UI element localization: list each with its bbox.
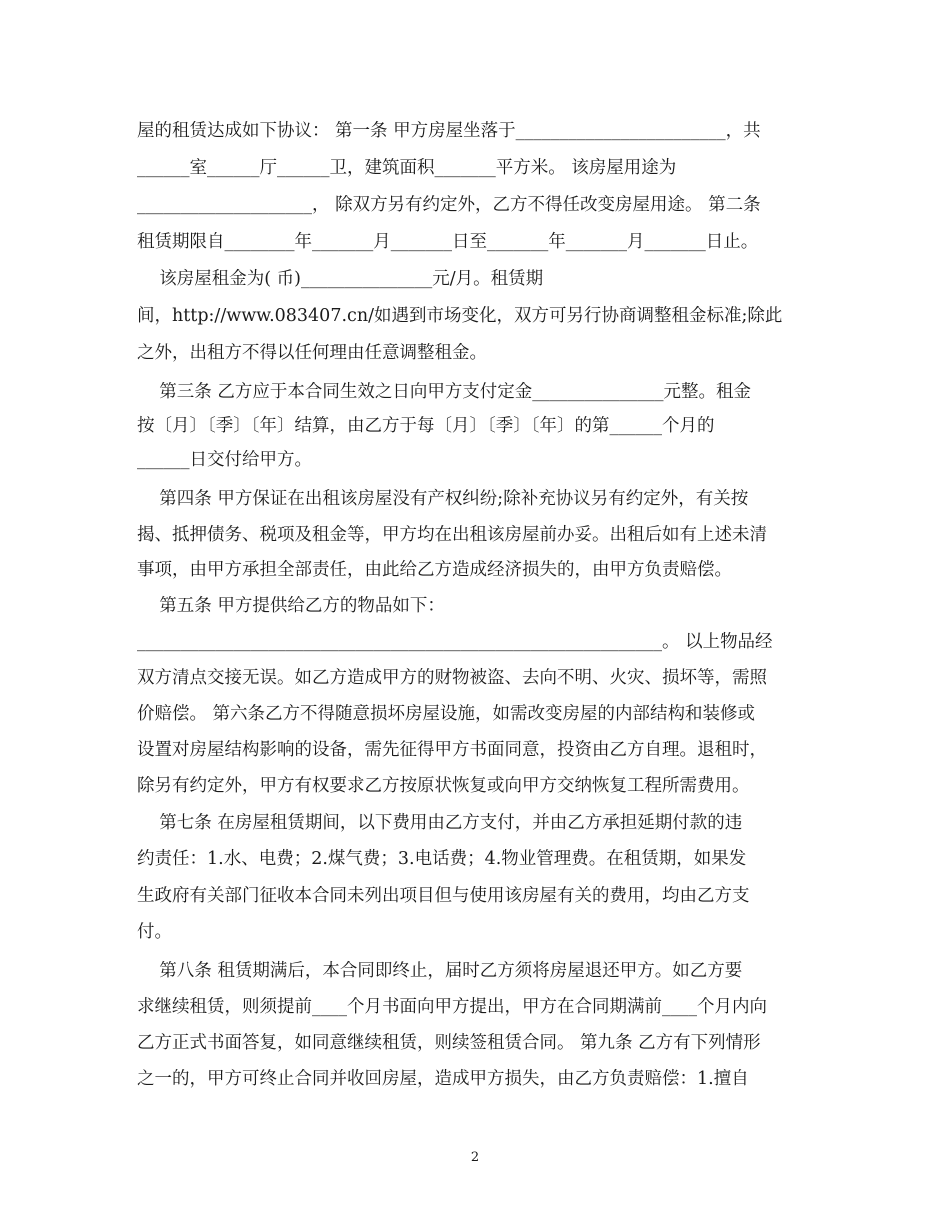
text-line: ____________________， 除双方另有约定外，乙方不得任改变房屋用途。 第二条 [137,195,761,215]
text-line: 之外，出租方不得以任何理由任意调整租金。 [137,343,487,363]
text-line: 租赁期限自________年_______月_______日至_______年_______月_______日止。 [137,232,759,252]
text-line: ______室______厅______卫，建筑面积_______平方米。 该房屋用途为 [137,158,677,178]
text-line: 按〔月〕〔季〕〔年〕结算，由乙方于每〔月〕〔季〕〔年〕的第______个月的 [137,416,715,436]
text-line: 生政府有关部门征收本合同未列出项目但与使用该房屋有关的费用，均由乙方支 [137,886,750,906]
text-line: 乙方正式书面答复，如同意继续租赁，则续签租赁合同。 第九条 乙方有下列情形 [137,1033,761,1053]
text-line: 价赔偿。 第六条乙方不得随意损坏房屋设施，如需改变房屋的内部结构和装修或 [137,704,756,724]
text-line: 付。 [137,922,172,942]
text-line: 设置对房屋结构影响的设备，需先征得甲方书面同意，投资由乙方自理。退租时， [137,740,767,760]
text-line: 揭、抵押债务、税项及租金等，甲方均在出租该房屋前办妥。出租后如有上述未清 [137,525,767,545]
page-number: 2 [470,1150,480,1165]
text-line: ______日交付给甲方。 [137,450,312,470]
text-line: 第八条 租赁期满后，本合同即终止，届时乙方须将房屋退还甲方。如乙方要 [137,961,743,981]
text-line: 间，http://www.083407.cn/如遇到市场变化，双方可另行协商调整租金标准;除此 [137,306,783,326]
text-line: ____________________________________________________________。 以上物品经 [137,632,773,652]
text-line: 第五条 甲方提供给乙方的物品如下： [137,596,445,616]
text-line: 屋的租赁达成如下协议： 第一条 甲方房屋坐落于________________________，共 [137,121,761,141]
text-line: 约责任：1.水、电费；2.煤气费；3.电话费；4.物业管理费。在租赁期，如果发 [137,849,747,869]
text-line: 该房屋租金为( 币)_______________元/月。租赁期 [137,269,544,289]
text-line: 第三条 乙方应于本合同生效之日向甲方支付定金_______________元整。租金 [137,382,752,402]
text-line: 之一的，甲方可终止合同并收回房屋，造成甲方损失，由乙方负责赔偿：1.擅自 [137,1069,749,1089]
text-line: 双方清点交接无误。如乙方造成甲方的财物被盗、去向不明、火灾、损坏等，需照 [137,668,767,688]
text-line: 除另有约定外，甲方有权要求乙方按原状恢复或向甲方交纳恢复工程所需费用。 [137,776,750,796]
text-line: 求继续租赁，则须提前____个月书面向甲方提出，甲方在合同期满前____个月内向 [137,997,767,1017]
text-line: 第七条 在房屋租赁期间，以下费用由乙方支付，并由乙方承担延期付款的违 [137,813,743,833]
text-line: 事项，由甲方承担全部责任，由此给乙方造成经济损失的，由甲方负责赔偿。 [137,560,732,580]
text-line: 第四条 甲方保证在出租该房屋没有产权纠纷;除补充协议另有约定外，有关按 [137,489,749,509]
